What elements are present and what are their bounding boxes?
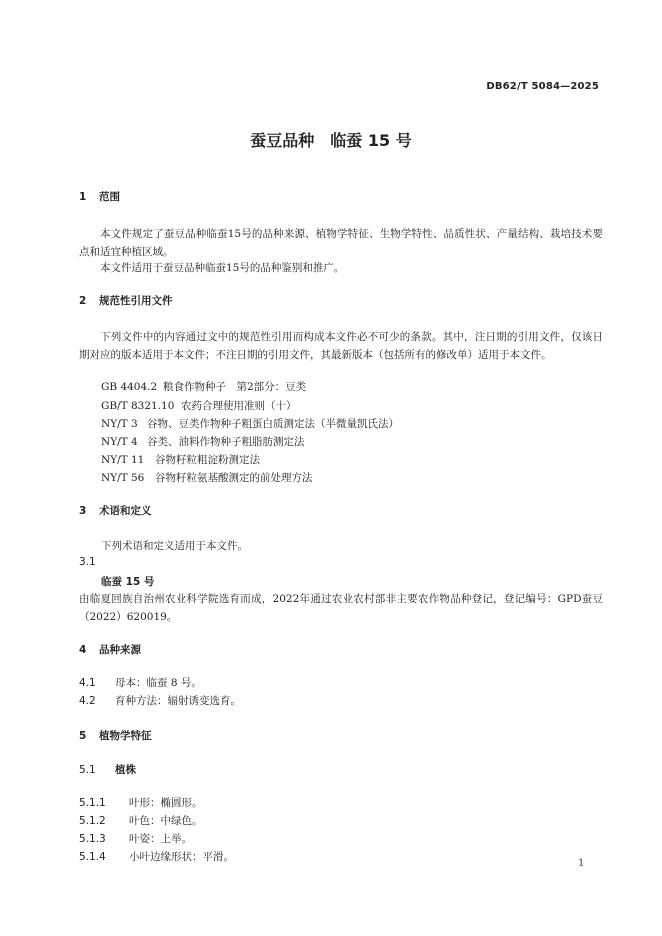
section-number: 4 xyxy=(79,644,87,656)
subsection-number: 5.1 xyxy=(79,764,96,776)
reference-code: GB 4404.2 xyxy=(101,381,158,393)
item-number: 5.1.4 xyxy=(79,851,106,863)
item-number: 5.1.1 xyxy=(79,797,106,809)
term-name: 临蚕 15 号 xyxy=(101,576,155,588)
item-number: 4.2 xyxy=(79,695,96,707)
section-heading-references xyxy=(79,293,173,308)
reference-title: 谷类、油料作物种子粗脂肪测定法 xyxy=(147,436,305,448)
reference-code: NY/T 4 xyxy=(101,436,138,448)
document-number: DB62/T 5084—2025 xyxy=(486,81,599,92)
reference-item xyxy=(101,416,399,431)
item-text: 育种方法：辐射诱变选育。 xyxy=(115,695,241,707)
subsection-heading-plant xyxy=(79,762,136,777)
botany-item xyxy=(79,813,203,828)
section-heading-scope xyxy=(79,189,120,204)
item-text: 叶色：中绿色。 xyxy=(129,815,203,827)
reference-item xyxy=(101,452,260,467)
references-intro: 下列文件中的内容通过文中的规范性引用而构成本文件必不可少的条款。其中，注日期的引用文件，仅该日期对应的版本适用于本文件；不注日期的引用文件，其最新版本（包括所有的修改单）适用于本文件。 xyxy=(79,331,603,361)
subsection-title: 植株 xyxy=(115,764,136,776)
reference-title: 谷物、豆类作物种子粗蛋白质测定法（半微量凯氏法） xyxy=(147,418,399,430)
reference-item xyxy=(101,434,305,449)
page-number: 1 xyxy=(578,858,585,869)
section-title: 范围 xyxy=(99,191,120,203)
reference-code: NY/T 56 xyxy=(101,472,145,484)
scope-paragraph-1: 本文件规定了蚕豆品种临蚕15号的品种来源、植物学特征、生物学特性、品质性状、产量结构、栽培技术要点和适宜种植区域。 xyxy=(79,228,603,258)
section-title: 术语和定义 xyxy=(99,505,152,517)
reference-title: 粮食作物种子 第2部分：豆类 xyxy=(163,381,307,393)
reference-title: 农药合理使用准则（十） xyxy=(181,400,297,412)
reference-code: NY/T 11 xyxy=(101,454,145,466)
item-text: 母本：临蚕 8 号。 xyxy=(115,677,202,689)
section-number: 3 xyxy=(79,505,87,517)
item-text: 叶姿：上举。 xyxy=(129,833,192,845)
reference-title: 谷物籽粒粗淀粉测定法 xyxy=(155,454,260,466)
reference-code: NY/T 3 xyxy=(101,418,138,430)
item-number: 4.1 xyxy=(79,677,96,689)
reference-code: GB/T 8321.10 xyxy=(101,400,175,412)
reference-item xyxy=(101,470,313,485)
item-number: 5.1.3 xyxy=(79,833,106,845)
document-title: 蚕豆品种 临蚕 15 号 xyxy=(250,131,412,150)
section-heading-botany xyxy=(79,728,152,743)
terms-intro: 下列术语和定义适用于本文件。 xyxy=(101,540,248,552)
botany-item xyxy=(79,795,203,810)
section-heading-origin xyxy=(79,642,141,657)
reference-item xyxy=(101,398,297,413)
section-number: 2 xyxy=(79,295,87,307)
section-number: 5 xyxy=(79,730,87,742)
section-title: 品种来源 xyxy=(99,644,141,656)
botany-item xyxy=(79,849,234,864)
origin-item xyxy=(79,693,241,708)
section-heading-terms xyxy=(79,503,152,518)
item-text: 叶形：椭圆形。 xyxy=(129,797,203,809)
item-number: 5.1.2 xyxy=(79,815,106,827)
term-entry-number: 3.1 xyxy=(79,556,96,568)
reference-item xyxy=(101,379,306,394)
item-text: 小叶边缘形状：平滑。 xyxy=(129,851,234,863)
section-title: 规范性引用文件 xyxy=(99,295,173,307)
botany-item xyxy=(79,831,192,846)
origin-item xyxy=(79,675,202,690)
scope-paragraph-2: 本文件适用于蚕豆品种临蚕15号的品种鉴别和推广。 xyxy=(100,262,345,274)
section-title: 植物学特征 xyxy=(99,730,152,742)
section-number: 1 xyxy=(79,191,87,203)
term-definition: 由临夏回族自治州农业科学院选育而成，2022年通过农业农村部非主要农作物品种登记，登记编号：GPD蚕豆（2022）620019。 xyxy=(79,593,603,623)
reference-title: 谷物籽粒氨基酸测定的前处理方法 xyxy=(155,472,313,484)
